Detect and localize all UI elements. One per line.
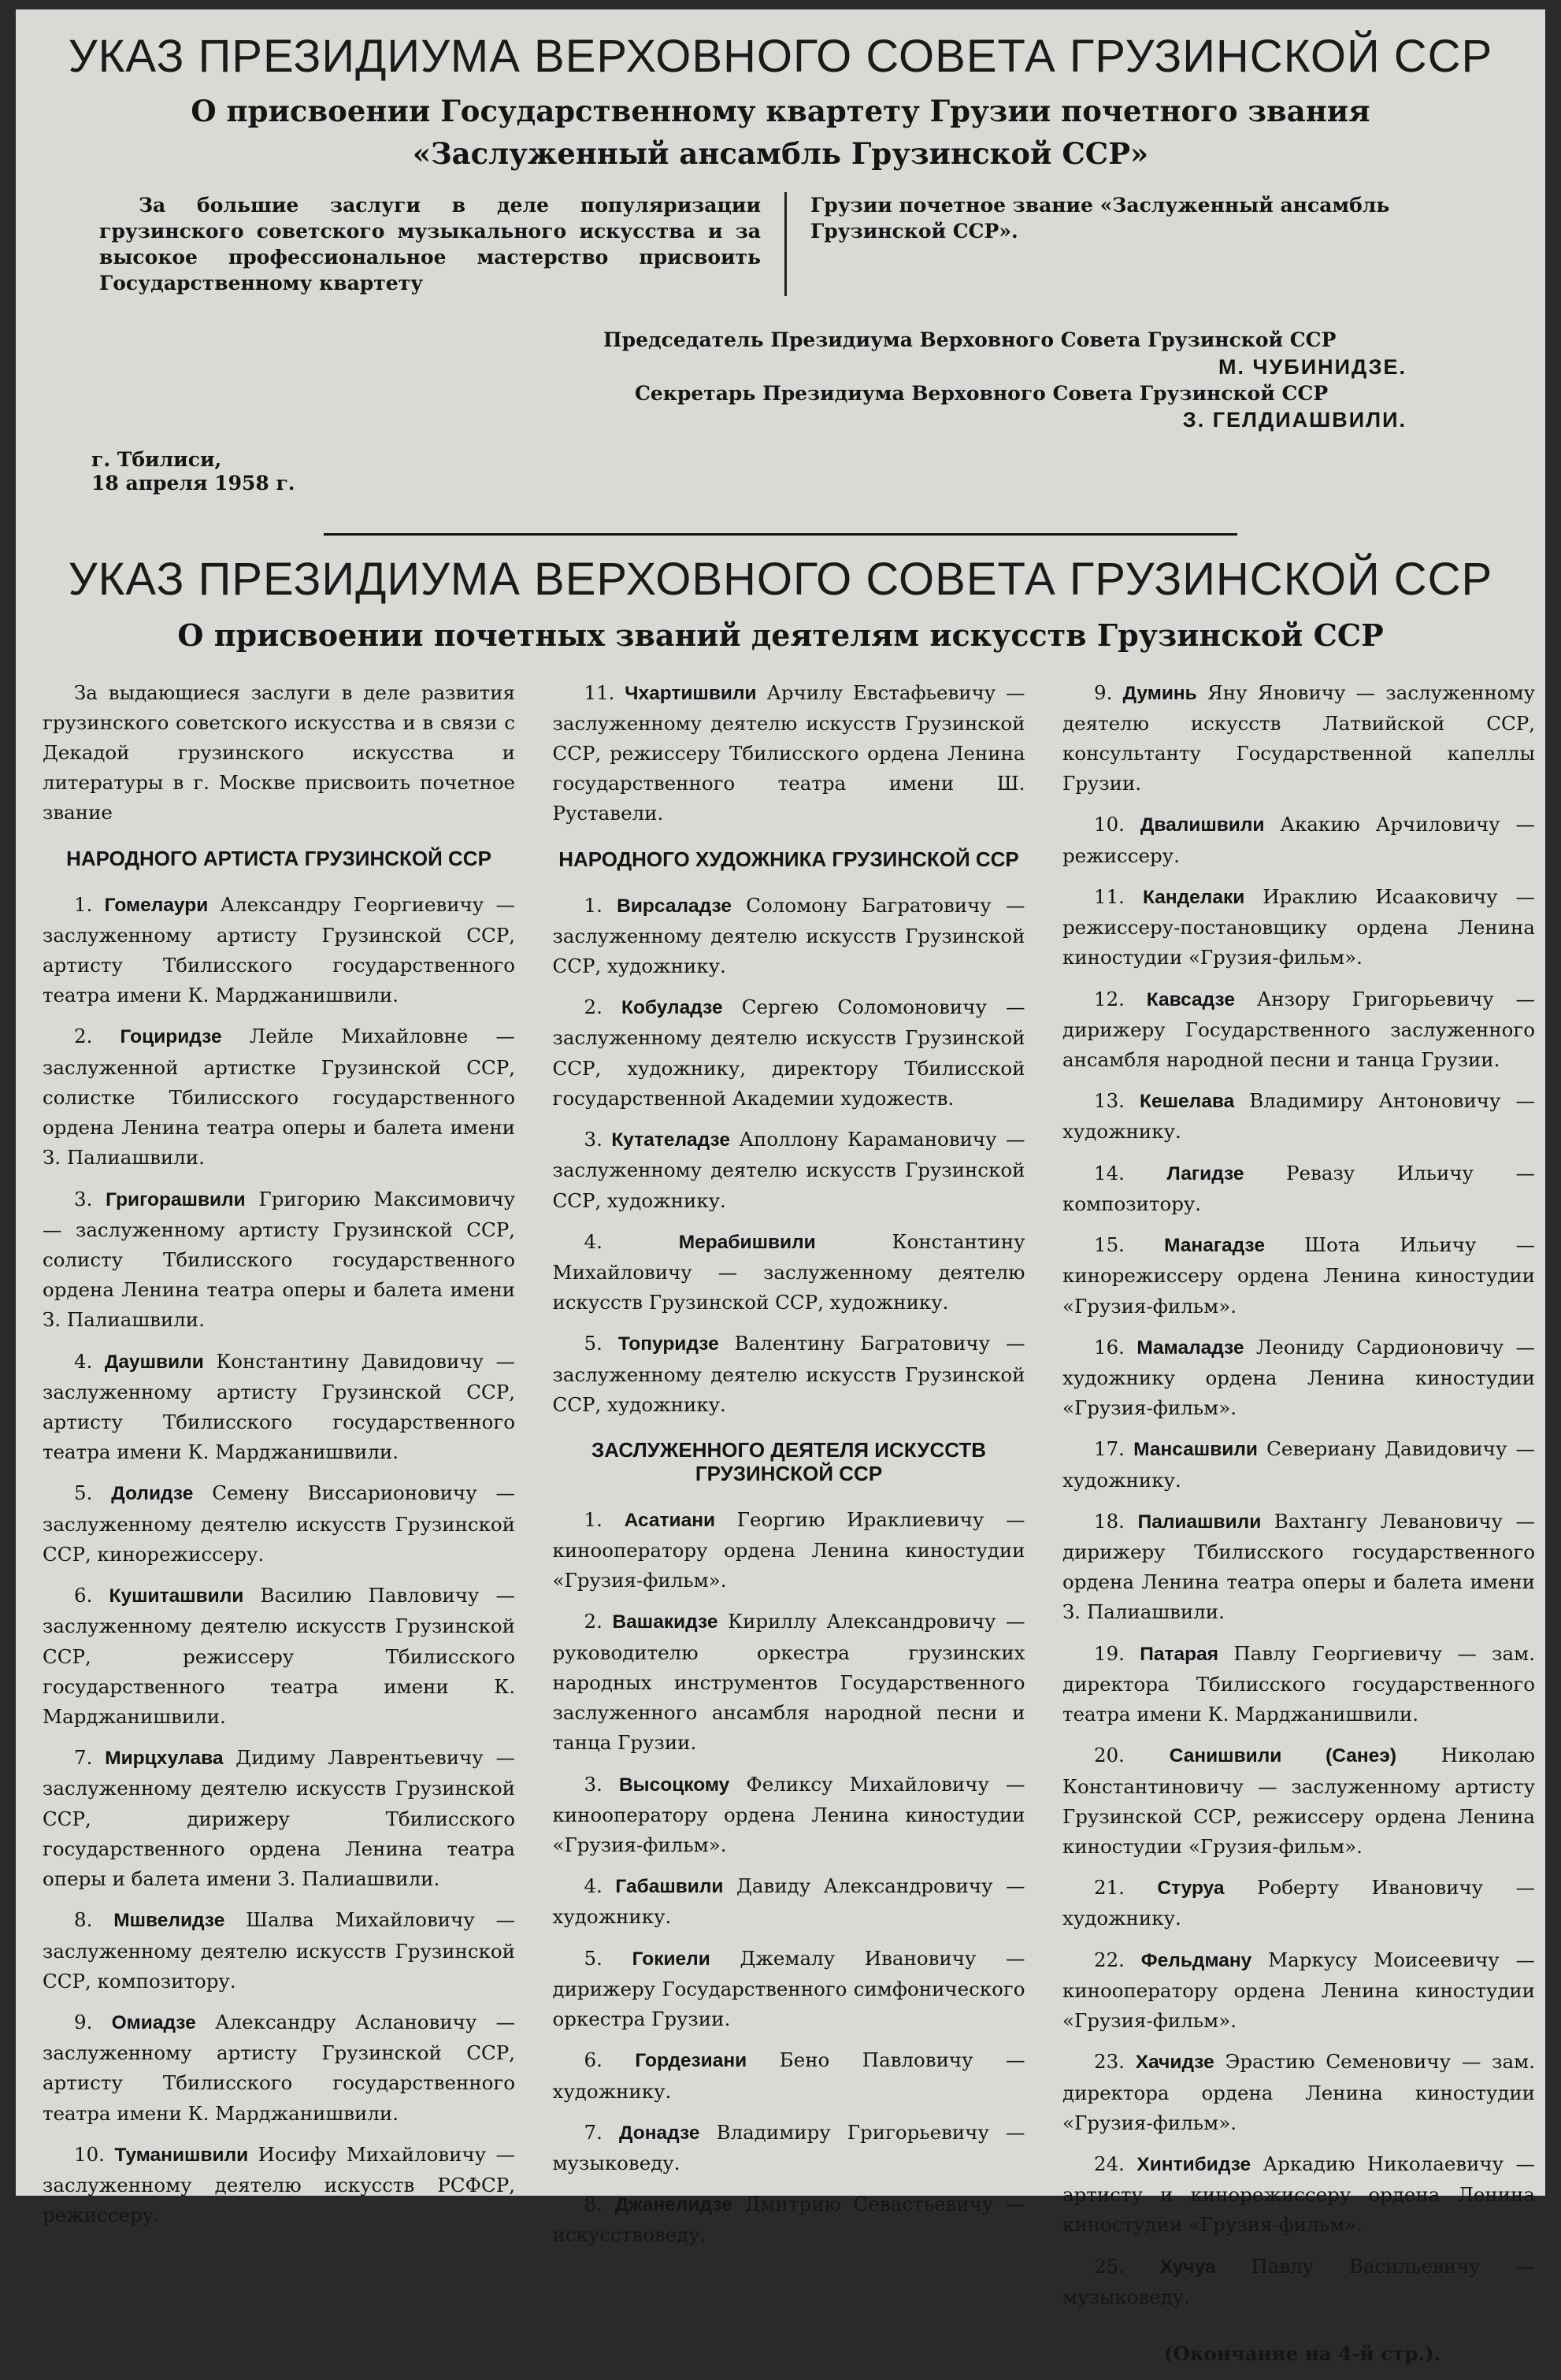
entry-surname: Вирсаладзе (617, 895, 732, 917)
decree-1-subtitle-title: «Заслуженный ансамбль Грузинской ССР» (412, 135, 1149, 171)
decree-2-intro: За выдающиеся заслуги в деле развития грузинского советского искусства и в связи с Декадой грузинского искусства и литературы в г. Москве присвоить почетное звание (43, 680, 515, 825)
entry-surname: Чхартишвили (625, 682, 757, 704)
entry-number: 19. (1094, 1641, 1140, 1665)
entry-surname: Мансашвили (1133, 1439, 1258, 1461)
entry-surname: Мирцхулава (105, 1748, 224, 1770)
entry-surname: Гокиели (632, 1948, 710, 1970)
entry-surname: Гордезиани (635, 2050, 747, 2072)
honored-entry (1062, 2252, 1535, 2312)
artist-entry (43, 1184, 515, 1336)
painter-entry (553, 1125, 1025, 1216)
entry-text: Григорию Максимовичу — заслуженному артисту Грузинской ССР, солисту Тбилисского государственного ордена Ленина театра оперы и балета имени З. Палиашвили. (43, 1187, 515, 1332)
honored-entry (553, 1607, 1025, 1758)
honored-entry (1062, 984, 1535, 1076)
entry-number: 6. (74, 1584, 109, 1607)
entry-surname: Мамаладзе (1136, 1336, 1244, 1359)
entry-surname: Кутателадзе (611, 1129, 730, 1151)
entry-number: 17. (1094, 1437, 1134, 1461)
entry-text: Семену Виссарионовичу — заслуженному деятелю искусств Грузинской ССР, кинорежиссеру. (43, 1481, 515, 1566)
entry-text: Леониду Сардионовичу — художнику ордена Ленина киностудии «Грузия-фильм». (1062, 1335, 1535, 1420)
entry-number: 7. (584, 2120, 619, 2144)
artist-entry (43, 1581, 515, 1732)
artist-entry (43, 1905, 515, 1996)
entry-number: 4. (584, 1229, 679, 1253)
entry-surname: Мерабишвили (678, 1231, 816, 1253)
entry-number: 5. (584, 1332, 618, 1355)
secretary-name: З. ГЕЛДИАШВИЛИ. (1182, 408, 1407, 432)
entry-surname: Джанелидзе (614, 2194, 732, 2216)
entry-number: 22. (1094, 1948, 1141, 1971)
entry-surname: Думинь (1122, 682, 1197, 704)
honored-entry (1062, 1741, 1535, 1862)
entry-surname: Гоциридзе (120, 1026, 222, 1048)
entry-surname: Кешелава (1140, 1091, 1235, 1113)
entry-text: Роберту Ивановичу — художнику. (1062, 1876, 1535, 1930)
entry-surname: Палиашвили (1137, 1511, 1262, 1533)
entry-number: 12. (1094, 987, 1147, 1010)
entry-text: Валентину Багратовичу — заслуженному деятелю искусств Грузинской ССР, художнику. (552, 1332, 1025, 1416)
artist-entry (553, 678, 1025, 829)
entry-number: 21. (1094, 1876, 1158, 1900)
entry-text: Сергею Соломоновичу — заслуженному деятелю искусств Грузинской ССР, художнику, директору Тбилисской государственной Академии художеств. (552, 995, 1025, 1110)
entry-text: Владимиру Антоновичу — художнику. (1062, 1089, 1535, 1144)
entry-number: 8. (74, 1908, 114, 1932)
entry-text: Павлу Васильевичу — музыковеду. (1062, 2254, 1535, 2308)
entry-text: Давиду Александровичу — художнику. (552, 1874, 1025, 1929)
artist-entry (43, 1478, 515, 1570)
honored-entry (553, 2045, 1025, 2106)
honored-entry (1062, 2149, 1535, 2241)
decree-1-body-left: За большие заслуги в деле популяризации грузинского советского музыкального искусства и за высокое профессиональное мастерство присвоить Государственному квартету (99, 192, 787, 296)
honored-entry (1062, 1086, 1535, 1147)
entry-text: Джемалу Ивановичу — дирижеру Государственного симфонического оркестра Грузии. (552, 1946, 1025, 2031)
painter-entry (553, 992, 1025, 1114)
entry-number: 18. (1094, 1509, 1138, 1533)
entry-number: 3. (74, 1187, 106, 1210)
entry-text: Николаю Константиновичу — заслуженному артисту Грузинской ССР, режиссеру ордена Ленина киностудии «Грузия-фильм». (1062, 1744, 1535, 1858)
entry-text: Владимиру Григорьевичу — музыковеду. (552, 2120, 1025, 2174)
honored-entry (1062, 2047, 1535, 2138)
column-2 (553, 678, 1025, 2380)
entry-text: Лейле Михайловне — заслуженной артистке Грузинской ССР, солистке Тбилисского государственного ордена Ленина театра оперы и балета имени З. Палиашвили. (43, 1025, 515, 1170)
artist-entry (43, 890, 515, 1011)
entry-text: Константину Михайловичу — заслуженному деятелю искусств Грузинской ССР, художнику. (552, 1229, 1025, 1314)
entry-text: Аполлону Карамановичу — заслуженному деятелю искусств Грузинской ССР, художнику. (552, 1128, 1025, 1212)
entry-surname: Хачидзе (1135, 2052, 1214, 2074)
entry-surname: Кавсадзе (1146, 988, 1235, 1010)
entry-text: Шалва Михайловичу — заслуженному деятелю искусств Грузинской ССР, композитору. (43, 1908, 515, 1993)
entry-text: Александру Аслановичу — заслуженному артисту Грузинской ССР, артисту Тбилисского государственного театра имени К. Марджанишвили. (43, 2010, 515, 2125)
entry-surname: Лагидзе (1166, 1162, 1244, 1184)
section-honored-worker: ЗАСЛУЖЕННОГО ДЕЯТЕЛЯ ИСКУССТВ ГРУЗИНСКОЙ ССР (591, 1438, 987, 1485)
entry-surname: Канделаки (1142, 886, 1245, 908)
entry-surname: Манагадзе (1164, 1235, 1266, 1257)
honored-entry (1062, 1333, 1535, 1424)
entry-text: Кириллу Александровичу — руководителю оркестра грузинских народных инструментов Государственного заслуженного ансамбля народной песни и танца Грузии. (552, 1610, 1025, 1755)
entry-text: Аркадию Николаевичу — артисту и кинорежиссеру ордена Ленина киностудии «Грузия-фильм». (1062, 2152, 1535, 2237)
artist-entry (43, 1021, 515, 1173)
painter-entry (553, 1227, 1025, 1318)
entry-number: 7. (74, 1746, 106, 1770)
entry-text: Дмитрию Севастьевичу — искусствоведу. (552, 2193, 1025, 2247)
entry-surname: Двалишвили (1140, 814, 1265, 836)
entry-text: Анзору Григорьевичу — дирижеру Государственного заслуженного ансамбля народной песни и танца Грузии. (1062, 987, 1535, 1071)
entry-text: Василию Павловичу — заслуженному деятелю искусств Грузинской ССР, режиссеру Тбилисского государственного театра имени К. Марджанишвили. (43, 1584, 515, 1729)
entry-number: 11. (584, 680, 625, 704)
honored-entry (1062, 1639, 1535, 1730)
entry-surname: Мшвелидзе (113, 1910, 225, 1932)
decree-2-heading: УКАЗ ПРЕЗИДИУМА ВЕРХОВНОГО СОВЕТА ГРУЗИНСКОЙ ССР (68, 554, 1493, 606)
honored-entry (553, 1770, 1025, 1861)
entry-number: 20. (1094, 1744, 1170, 1767)
entry-number: 11. (1094, 884, 1143, 908)
chairman-title: Председатель Президиума Верховного Совета Грузинской ССР (603, 328, 1337, 352)
honored-entry (1062, 882, 1535, 973)
entry-number: 5. (584, 1946, 632, 1970)
entry-surname: Высоцкому (618, 1774, 730, 1796)
entry-surname: Топуридзе (617, 1333, 719, 1355)
chairman-name: М. ЧУБИНИДЗЕ. (1218, 354, 1407, 379)
entry-surname: Долидзе (111, 1483, 194, 1505)
entry-number: 10. (74, 2142, 115, 2166)
honored-entry (1062, 1230, 1535, 1322)
painter-entry (553, 1329, 1025, 1420)
decree-1-subtitle: О присвоении Государственному квартету Грузии почетного звания (191, 94, 1370, 128)
entry-number: 2. (584, 1610, 613, 1633)
entry-surname: Санишвили (Санеэ) (1169, 1745, 1396, 1767)
entry-number: 1. (584, 1507, 625, 1531)
entry-surname: Хучуа (1159, 2256, 1216, 2278)
entry-number: 2. (74, 1025, 121, 1048)
entry-text: Севериану Давидовичу — художнику. (1062, 1437, 1535, 1492)
entry-text: Акакию Арчиловичу — режиссеру. (1062, 813, 1535, 867)
entry-number: 25. (1094, 2254, 1160, 2278)
entry-number: 4. (584, 1874, 616, 1898)
artist-entry (43, 2007, 515, 2129)
entry-text: Шота Ильичу — кинорежиссеру ордена Ленина киностудии «Грузия-фильм». (1062, 1233, 1535, 1318)
entry-surname: Фельдману (1140, 1949, 1252, 1971)
decree-1-place-date (91, 448, 1525, 495)
entry-surname: Патарая (1140, 1643, 1219, 1665)
honored-entry (1062, 1873, 1535, 1933)
entry-surname: Габашвили (615, 1876, 724, 1898)
column-3 (1062, 678, 1535, 2380)
entry-number: 13. (1094, 1089, 1140, 1113)
entry-surname: Омиадзе (111, 2011, 196, 2033)
honored-entry (553, 1505, 1025, 1596)
divider (324, 533, 1237, 536)
section-people-painter: НАРОДНОГО ХУДОЖНИКА ГРУЗИНСКОЙ ССР (558, 847, 1019, 871)
entry-text: Константину Давидовичу — заслуженному артисту Грузинской ССР, артисту Тбилисского государственного театра имени К. Марджанишвили. (43, 1349, 515, 1464)
entry-text: Ираклию Исааковичу — режиссеру-постановщику ордена Ленина киностудии «Грузия-фильм». (1062, 884, 1535, 969)
artist-entry (43, 2140, 515, 2231)
entry-number: 23. (1094, 2050, 1136, 2074)
artist-entry (43, 1743, 515, 1894)
entry-surname: Кушиташвили (109, 1585, 244, 1607)
entry-number: 1. (74, 892, 105, 916)
entry-text: Дидиму Лаврентьевичу — заслуженному деятелю искусств Грузинской ССР, дирижеру Тбилисского государственного ордена Ленина театра оперы и балета имени З. Палиашвили. (43, 1746, 515, 1891)
entry-text: Феликсу Михайловичу — кинооператору ордена Ленина киностудии «Грузия-фильм». (552, 1772, 1025, 1857)
entry-text: Арчилу Евстафьевичу — заслуженному деятелю искусств Грузинской ССР, режиссеру Тбилисского ордена Ленина государственного театра имени Ш. Руставели. (552, 680, 1025, 825)
entry-number: 15. (1094, 1233, 1165, 1257)
entry-surname: Григорашвили (106, 1188, 246, 1210)
entry-text: Александру Георгиевичу — заслуженному артисту Грузинской ССР, артисту Тбилисского государственного театра имени К. Марджанишвили. (43, 892, 515, 1007)
entry-number: 3. (584, 1128, 612, 1151)
newspaper-page (16, 9, 1545, 2366)
entry-number: 2. (584, 995, 622, 1019)
entry-text: Бено Павловичу — художнику. (552, 2048, 1025, 2103)
decree-1-body-right: Грузии почетное звание «Заслуженный ансамбль Грузинской ССР». (810, 194, 1390, 243)
entry-number: 8. (584, 2193, 615, 2216)
entry-text: Ревазу Ильичу — композитору. (1062, 1161, 1535, 1215)
entry-text: Яну Яновичу — заслуженному деятелю искусств Латвийской ССР, консультанту Государственной капеллы Грузии. (1062, 680, 1535, 795)
entry-surname: Хинтибидзе (1136, 2153, 1251, 2175)
entry-surname: Асатиани (624, 1509, 716, 1531)
date: 18 апреля 1958 г. (91, 472, 295, 495)
decree-1-signatures (603, 328, 1525, 434)
column-1 (43, 678, 515, 2380)
entry-text: Эрастию Семеновичу — зам. директора ордена Ленина киностудии «Грузия-фильм». (1062, 2050, 1535, 2134)
entry-surname: Туманишвили (114, 2144, 249, 2166)
entry-surname: Донадзе (619, 2122, 700, 2144)
decree-1-body (99, 192, 1548, 296)
entry-text: Георгию Ираклиевичу — кинооператору ордена Ленина киностудии «Грузия-фильм». (552, 1507, 1025, 1592)
decree-2-columns (43, 678, 1535, 2380)
artist-entry (43, 1347, 515, 1468)
secretary-title: Секретарь Президиума Верховного Совета Грузинской ССР (635, 381, 1329, 405)
entry-number: 24. (1094, 2152, 1137, 2175)
entry-number: 14. (1094, 1161, 1167, 1184)
entry-number: 3. (584, 1772, 619, 1796)
honored-entry (553, 1944, 1025, 2035)
entry-number: 10. (1094, 813, 1140, 836)
entry-surname: Вашакидзе (612, 1611, 718, 1633)
entry-surname: Гомелаури (104, 894, 209, 916)
entry-number: 5. (74, 1481, 112, 1505)
entry-text: Маркусу Моисеевичу — кинооператору ордена Ленина киностудии «Грузия-фильм». (1062, 1948, 1535, 2033)
entry-number: 16. (1094, 1335, 1137, 1359)
honored-entry (553, 1871, 1025, 1932)
decree-2-subtitle: О присвоении почетных званий деятелям искусств Грузинской ССР (177, 617, 1384, 654)
entry-text: Иосифу Михайловичу — заслуженному деятелю искусств РСФСР, режиссеру. (43, 2142, 515, 2227)
section-people-artist: НАРОДНОГО АРТИСТА ГРУЗИНСКОЙ ССР (66, 846, 491, 870)
entry-number: 9. (1094, 680, 1123, 704)
entry-surname: Стуруа (1157, 1878, 1225, 1900)
continued-note: (Окончание на 4-й стр.). (1163, 2342, 1440, 2366)
entry-number: 1. (584, 893, 617, 917)
honored-entry (1062, 1434, 1535, 1495)
honored-entry (553, 2118, 1025, 2178)
entry-number: 9. (74, 2010, 112, 2033)
entry-number: 6. (584, 2048, 636, 2072)
entry-surname: Даушвили (104, 1351, 204, 1373)
honored-entry (1062, 678, 1535, 799)
entry-text: Вахтангу Левановичу — дирижеру Тбилисского государственного ордена Ленина театра оперы и балета имени З. Палиашвили. (1062, 1509, 1535, 1624)
entry-surname: Кобуладзе (621, 997, 723, 1019)
honored-entry (1062, 1507, 1535, 1628)
entry-text: Павлу Георгиевичу — зам. директора Тбилисского государственного театра имени К. Марджанишвили. (1062, 1641, 1535, 1726)
entry-number: 4. (74, 1349, 105, 1373)
honored-entry (1062, 1158, 1535, 1219)
painter-entry (553, 891, 1025, 982)
city: г. Тбилиси, (91, 448, 222, 472)
honored-entry (553, 2189, 1025, 2250)
honored-entry (1062, 1945, 1535, 2037)
entry-text: Соломону Багратовичу — заслуженному деятелю искусств Грузинской ССР, художнику. (552, 893, 1025, 977)
honored-entry (1062, 810, 1535, 870)
decree-1-heading: УКАЗ ПРЕЗИДИУМА ВЕРХОВНОГО СОВЕТА ГРУЗИНСКОЙ ССР (68, 31, 1493, 82)
